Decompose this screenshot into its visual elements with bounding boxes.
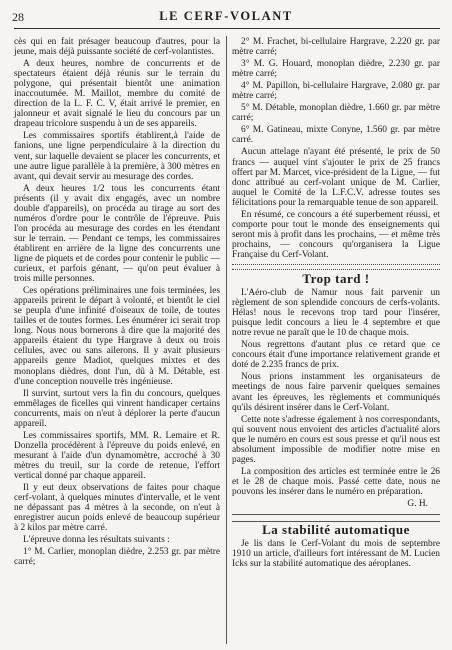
paragraph: L'Aéro-club de Namur nous fait parvenir un règlement de son splendide concours de cerfs-volants. Hélas! nous le recevons trop tard pour l'insérer, puisque ledit concours a lieu le 4 septembre et que notre revue ne paraît que le 10 de chaque mois. (232, 288, 440, 339)
result-item: 1° M. Carlier, monoplan dièdre, 2.253 gr. par mètre carré; (14, 547, 220, 568)
left-column (14, 37, 220, 567)
paragraph: Il survint, surtout vers la fin du concours, quelques emmêlages de ficelles qui vinrent handicaper certains concurrents, mais on n'eut à déplorer la perte d'aucun appareil. (14, 388, 220, 429)
paragraph: L'épreuve donna les résultats suivants : (23, 535, 170, 546)
paragraph: A deux heures 1/2 tous les concurrents étant présents (il y avait dix engagés, avec un nombre double d'appareils), on procéda au tirage au sort des numéros d'ordre pour le contrôle de l'épreuve. Puis l'on procéda au mesurage des cordes en les étendant sur le terrain. — Pendant ce temps, les commissaires établirent en arrière de la ligne des concurrents une ligne de piquets et de cordes pour contenir le public — curieux, et parfois génant, — qu'on peut évaluer à trois mille personnes. (14, 183, 220, 285)
result-item: 3° M. G. Houard, monoplan dièdre, 2.230 gr. par mètre carré; (232, 59, 440, 80)
ornament-separator (232, 514, 440, 522)
result-item: 2° M. Frachet, bi-cellulaire Hargrave, 2.220 gr. par mètre carré; (232, 37, 440, 58)
paragraph: Cette note s'adresse également à nos correspondants, qui souvent nous envoient des articles d'actualité alors que le numéro en cours est sous presse et qu'il nous est absolument impossible de modifier notre mise en pages. (232, 414, 440, 465)
paragraph: Les commissaires sportifs, MM. R. Lemaire et R. Donzella procédèrent à l'épreuve du poids enlevé, en mesurant à l'aide d'un dynamomètre, accroché à 30 mètres du treuil, sur la corde de retenue, l'effort vertical donné par chaque appareil. (14, 430, 220, 481)
paragraph: A deux heures, nombre de concurrents et de spectateurs étaient déjà réunis sur le terrain du polygone, qui présentait bientôt une animation inaccoutumée. M. Maillot, membre du comité de direction de la L. F. C. V, était arrivé le premier, en jalonneur et avait signalé le lieu du concours par un drapeau tricolore suspendu à un de ses appareils. (14, 59, 220, 130)
column-divider (226, 36, 227, 644)
paragraph: Il y eut deux observations de faites pour chaque cerf-volant, à quelques minutes d'intervalle, et le vent ne dépassant pas 4 mètres à la seconde, on n'eut à enregistrer aucun poids enlevé de beaucoup supérieur à 2 kilos par mètre carré. (14, 483, 220, 534)
paragraph: Nous regrettons d'autant plus ce retard que ce concours était d'une importance relativement grande et doté de 2.235 francs de prix. (232, 340, 440, 371)
right-column (232, 37, 440, 569)
paragraph: Ces opérations préliminaires une fois terminées, les appareils prirent le départ à volonté, et bientôt le ciel se peupla d'une infinité d'oiseaux de toile, de toutes tailles et de toutes formes. Les énumérer ici serait trop long. Nous nous bornerons à dire que la majorité des appareils étaient du type Hargrave à deux ou trois cellules, avec ou sans ailerons. Il y avait plusieurs appareils genre Madiot, quelques mixtes et des monoplans dièdres, dont l'un, dû à M. Détable, est d'une conception nouvelle très ingénieuse. (14, 286, 220, 387)
trop-tard-heading: Trop tard ! (302, 270, 370, 286)
paragraph: Nous prions instamment les organisateurs de meetings de nous faire parvenir quelques semaines avant les épreuves, les règlements et communiqués qu'ils désirent insérer dans le Cerf-Volant. (232, 372, 440, 413)
header-rule (14, 28, 440, 29)
paragraph: cès qui en fait présager beaucoup d'autres, pour la jeune, mais déjà puissante société de cerf-volantistes. (14, 37, 220, 58)
signature: G. H. (407, 498, 428, 509)
section-separator (232, 264, 440, 270)
page-number: 28 (12, 10, 24, 24)
result-item: 6° M. Gatineau, mixte Conyne, 1.560 gr. par mètre carré. (232, 125, 440, 146)
paragraph: Je lis dans le Cerf-Volant du mois de septembre 1910 un article, d'ailleurs fort intéressant de M. Lucien Icks sur la stabilité automatique des aéroplanes. (232, 539, 440, 570)
result-item: 5° M. Détable, monoplan dièdre, 1.660 gr. par mètre carré; (232, 103, 440, 124)
paragraph: Aucun attelage n'ayant été présenté, le prix de 50 francs — auquel vint s'ajouter le prix de 25 francs offert par M. Marcet, vice-président de la Ligue, — fut donc attribué au cerf-volant unique de M. Carlier, auquel le Comité de la L.F.C.V. adresse toutes ses félicitations pour la remarquable tenue de son appareil. (232, 147, 440, 208)
result-item: 4° M. Papillon, bi-cellulaire Hargrave, 2.080 gr. par mètre carré; (232, 81, 440, 102)
journal-title: LE CERF-VOLANT (159, 9, 293, 23)
paragraph: Les commissaires sportifs établirent,à l'aide de fanions, une ligne perpendiculaire à la direction du vent, sur laquelle devaient se placer les concurrents, et une autre ligue parallèle à la première, à 300 mètres en avant, qui devait servir au mesurage des cordes. (14, 131, 220, 182)
paragraph: La composition des articles est terminée entre le 26 et le 28 de chaque mois. Passé cette date, nous ne pouvons les insérer dans le numéro en préparation. (232, 466, 440, 497)
page-header (0, 0, 452, 34)
paragraph: En résumé, ce concours a été superbement réussi, et comporte pour tout le monde des enseignements qui seront mis à profit dans les prochains, — et même très prochains, — concours qu'organisera la Ligue Française du Cerf-Volant. (232, 209, 440, 260)
stabilite-heading: La stabilité automatique (262, 522, 410, 538)
